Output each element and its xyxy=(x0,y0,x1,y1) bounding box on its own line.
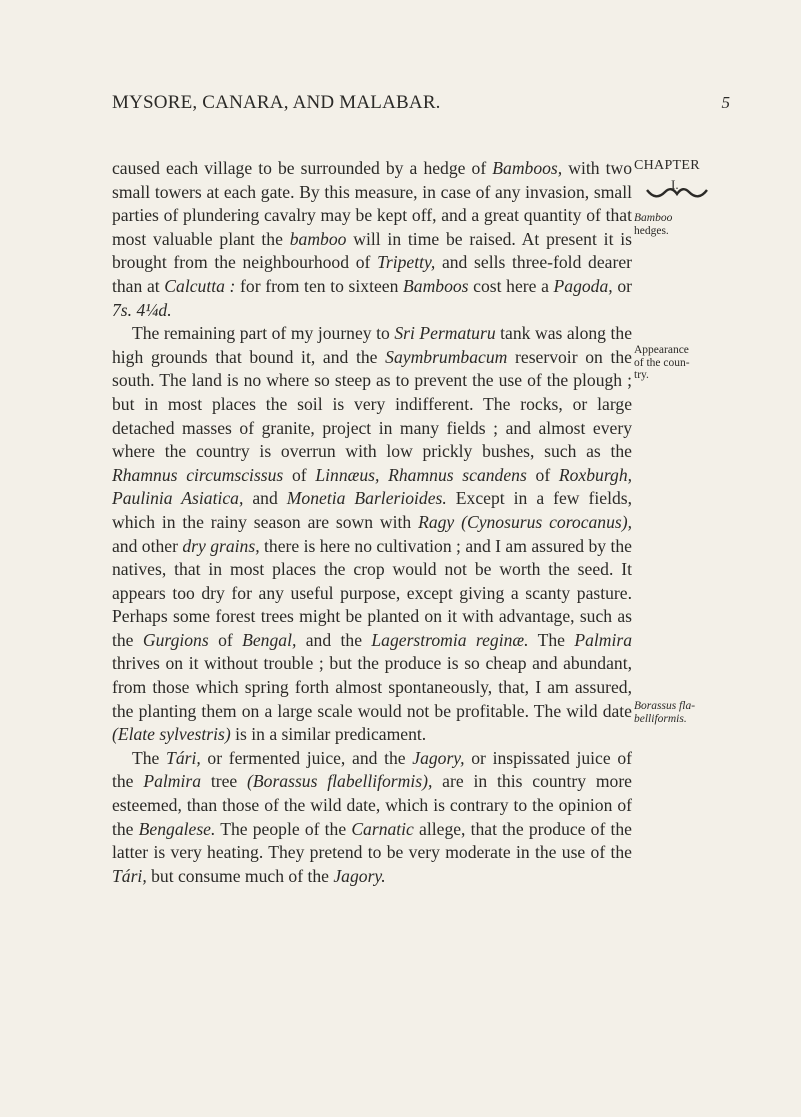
text-run: allege, that the produce of the latter is very heating. They pretend to be very moderate in the use of the xyxy=(112,818,632,863)
text-run-italic: bamboo xyxy=(289,228,347,249)
margin-note-line: try. xyxy=(634,369,649,381)
paragraph-1 xyxy=(112,157,632,322)
text-run-italic: Tári, xyxy=(166,747,201,768)
margin-note-line: Bamboo xyxy=(634,212,673,224)
text-run: and sells three-fold dearer than at xyxy=(112,252,633,296)
text-run: of xyxy=(283,464,316,485)
text-run-italic: Bamboos xyxy=(403,275,469,296)
text-run: The xyxy=(132,747,167,768)
text-run: The xyxy=(528,629,575,650)
text-run: and xyxy=(243,488,287,509)
text-run-italic: Carnatic xyxy=(351,818,414,839)
paragraph-2 xyxy=(112,322,632,747)
page-number: 5 xyxy=(721,93,730,112)
margin-note-bamboo-hedges xyxy=(634,212,744,237)
text-run-italic: Tári, xyxy=(112,865,147,886)
text-run: reservoir on the south. The land is no where so steep as to prevent the use of the plough ; but in most places the soil is very indifferent. The rocks, or large detached masses of granite, project in many fields ; and almost every where the country is overrun with low prickly bushes, such as the xyxy=(112,346,632,462)
text-run: are in this country more esteemed, than those of the wild date, which is contrary to the opinion of the xyxy=(112,771,632,839)
ornament-icon xyxy=(645,186,709,200)
text-run-italic: Palmira xyxy=(143,771,201,792)
text-run: The remaining part of my journey to xyxy=(132,323,395,344)
text-run-italic: (Borassus flabelliformis), xyxy=(247,771,433,792)
text-run: is in a similar predicament. xyxy=(230,724,427,745)
text-run-italic: Roxburgh, Paulinia Asiatica, xyxy=(112,464,633,509)
text-run: tree xyxy=(201,771,248,792)
text-run: The people of the xyxy=(215,818,352,839)
text-run: tank was along the high grounds that bound it, and the xyxy=(112,323,633,367)
text-run-italic: Pagoda, xyxy=(553,275,613,296)
text-run: or fermented juice, and the xyxy=(200,747,413,768)
paragraph-3 xyxy=(112,747,632,889)
page-header xyxy=(112,92,730,122)
text-run-italic: Bamboos, xyxy=(492,158,563,178)
text-run: or xyxy=(612,275,632,296)
text-run-italic: Palmira xyxy=(574,629,633,650)
text-run-italic: Jagory. xyxy=(333,865,386,886)
margin-note-line: of the coun- xyxy=(634,356,690,369)
text-run-italic: Calcutta : xyxy=(164,275,236,296)
text-run-italic: (Elate sylvestris) xyxy=(112,724,231,745)
text-run: there is here no cultivation ; and I am assured by the natives, that in most places the crop would not be worth the seed. It appears too dry for any useful purpose, except giving a scanty pasture. Perhaps some forest trees might be planted on it with advantage, such as the xyxy=(112,535,632,650)
text-run-italic: Saymbrumbacum xyxy=(385,346,508,367)
text-run: or inspissated juice of the xyxy=(112,747,632,792)
text-run-italic: Bengal, xyxy=(242,629,297,650)
text-run-italic: Jagory, xyxy=(412,747,465,768)
text-run: but consume much of the xyxy=(146,865,334,886)
text-run-italic: Monetia Barlerioides. xyxy=(286,488,447,509)
text-run: Except in a few fields, which in the rainy season are sown with xyxy=(112,488,633,532)
body-text xyxy=(112,157,632,888)
text-run: for from ten to sixteen xyxy=(235,275,404,296)
text-run-italic: Rhamnus circumscissus xyxy=(112,464,284,485)
margin-note-line: hedges. xyxy=(634,224,669,237)
text-run: of xyxy=(526,464,559,485)
margin-note-line: Borassus fla- xyxy=(634,700,696,712)
margin-note-line: Appearance xyxy=(634,344,689,356)
margin-note-appearance xyxy=(634,344,744,382)
chapter-number: I. xyxy=(671,177,679,192)
text-run: and the xyxy=(296,629,372,650)
text-run-italic: 7s. 4¼d. xyxy=(112,299,172,320)
text-run-italic: Bengalese. xyxy=(138,818,216,839)
text-run: cost here a xyxy=(468,275,554,296)
text-run: and other xyxy=(112,535,183,556)
text-run-italic: dry grains, xyxy=(182,535,260,556)
text-run-italic: Linnæus, Rhamnus scandens xyxy=(315,464,527,485)
text-run-italic: Lagerstromia reginæ. xyxy=(371,629,529,650)
text-run: of xyxy=(208,629,243,650)
text-run-italic: Sri Permaturu xyxy=(394,323,496,344)
text-run: with two small towers at each gate. By this measure, in case of any invasion, small parties of plundering cavalry may be kept off, and a great quantity of that most valuable plant the xyxy=(112,158,633,249)
text-run: caused each village to be surrounded by a hedge of xyxy=(112,158,493,178)
running-head: MYSORE, CANARA, AND MALABAR. xyxy=(112,92,441,113)
margin-note-line: belliformis. xyxy=(634,712,687,725)
margin-note-borassus xyxy=(634,700,744,725)
text-run-italic: Tripetty, xyxy=(377,252,436,273)
text-run: thrives on it without trouble ; but the produce is so cheap and abundant, from those which spring forth almost spontaneously, that, I am assured, the planting them on a large scale would not be profitable. The wild date xyxy=(112,653,632,721)
chapter-label: CHAPTER xyxy=(634,158,700,173)
text-run: will in time be raised. At present it is brought from the neighbourhood of xyxy=(112,228,632,273)
text-run-italic: Ragy (Cynosurus corocanus), xyxy=(418,511,632,532)
text-run-italic: Gurgions xyxy=(142,629,209,650)
